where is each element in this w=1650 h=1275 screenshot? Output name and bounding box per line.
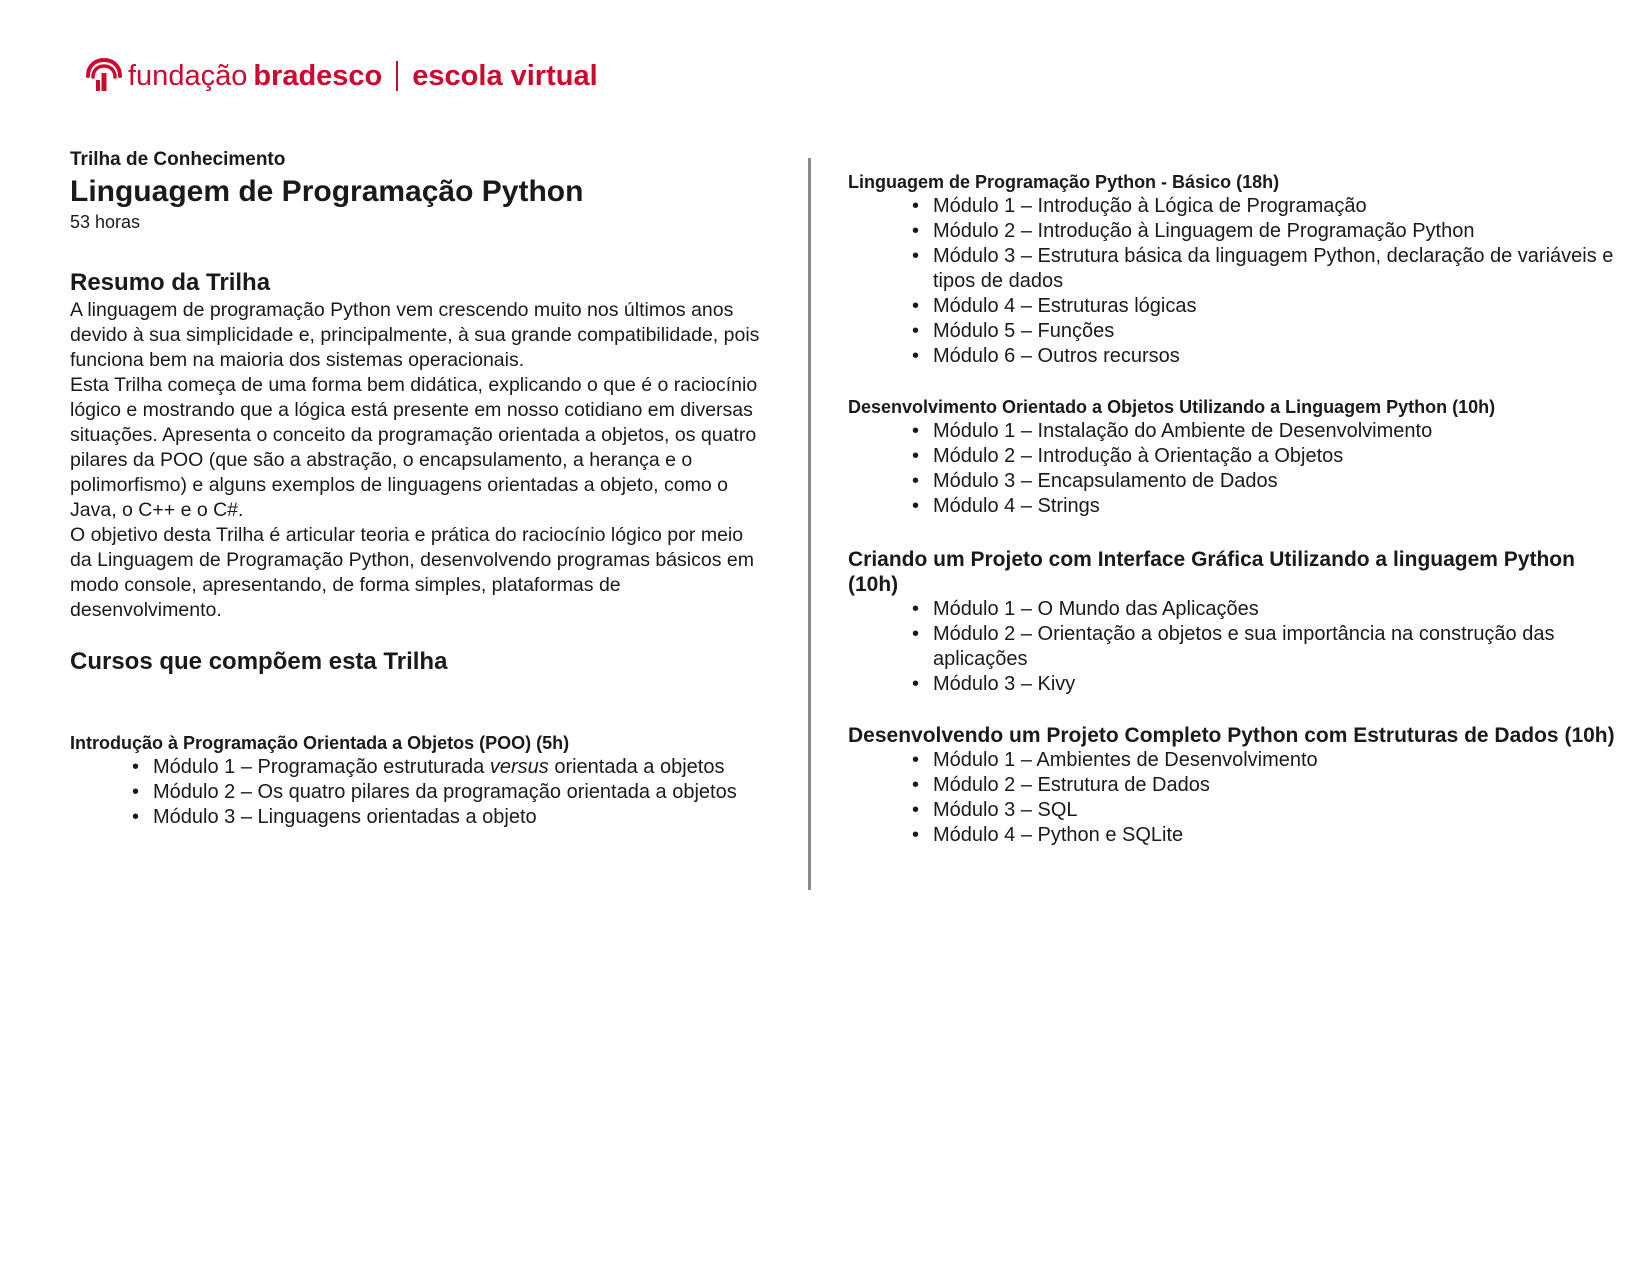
bullet-icon: • [912, 295, 920, 317]
module-text: Módulo 1 – Introdução à Lógica de Programação [933, 195, 1367, 217]
track-hours: 53 horas [70, 212, 141, 232]
bullet-icon: • [912, 195, 920, 217]
column-divider [808, 158, 811, 890]
bullet-icon: • [912, 245, 920, 267]
module-item [132, 780, 770, 805]
course-title: Linguagem de Programação Python - Básico (18h) [848, 172, 1280, 192]
module-text: Módulo 3 – Linguagens orientadas a objeto [153, 806, 537, 828]
module-item [912, 294, 1618, 319]
course-title: Desenvolvendo um Projeto Completo Python com Estruturas de Dados (10h) [848, 724, 1615, 747]
bullet-icon: • [912, 470, 920, 492]
module-text: Módulo 1 – Instalação do Ambiente de Desenvolvimento [933, 420, 1433, 442]
module-item [912, 823, 1618, 848]
module-text: Módulo 1 – Ambientes de Desenvolvimento [933, 749, 1318, 771]
module-text-italic: versus [489, 756, 549, 778]
module-text: Módulo 3 – Kivy [933, 673, 1076, 695]
module-text: Módulo 3 – SQL [933, 799, 1078, 821]
course-block [848, 723, 1618, 848]
course-title: Desenvolvimento Orientado a Objetos Utilizando a Linguagem Python (10h) [848, 397, 1496, 417]
module-item [912, 469, 1618, 494]
brand-name-light: fundação [128, 60, 248, 92]
bullet-icon: • [132, 781, 140, 803]
bullet-icon: • [912, 673, 920, 695]
bullet-icon: • [912, 345, 920, 367]
module-text: Módulo 4 – Strings [933, 495, 1100, 517]
module-list [848, 194, 1618, 369]
module-text: Módulo 6 – Outros recursos [933, 345, 1180, 367]
module-text: Módulo 5 – Funções [933, 320, 1115, 342]
brand-name-bold: bradesco [253, 60, 383, 92]
module-item [132, 755, 770, 780]
course-block [848, 395, 1618, 519]
module-item [912, 219, 1618, 244]
bullet-icon: • [912, 598, 920, 620]
right-column [848, 170, 1618, 848]
module-item [912, 597, 1618, 622]
bullet-icon: • [912, 445, 920, 467]
module-item [912, 244, 1618, 294]
bullet-icon: • [912, 749, 920, 771]
course-block [70, 731, 770, 830]
module-item [912, 622, 1618, 672]
brand-logo [84, 56, 598, 96]
module-item [912, 672, 1618, 697]
summary-paragraph: O objetivo desta Trilha é articular teoria e prática do raciocínio lógico por meio da Linguagem de Programação Python, desenvolvendo programas básicos em modo console, apresentando, de forma simples, plataformas de desenvolvimento. [70, 524, 754, 621]
bullet-icon: • [912, 774, 920, 796]
module-item [132, 805, 770, 830]
module-item [912, 419, 1618, 444]
module-item [912, 748, 1618, 773]
bullet-icon: • [912, 824, 920, 846]
bullet-icon: • [132, 756, 140, 778]
module-text: Módulo 3 – Estrutura básica da linguagem Python, declaração de variáveis e tipos de dados [933, 245, 1614, 292]
summary-heading: Resumo da Trilha [70, 269, 271, 296]
module-item [912, 444, 1618, 469]
module-list [848, 748, 1618, 848]
bullet-icon: • [132, 806, 140, 828]
module-item [912, 773, 1618, 798]
module-item [912, 344, 1618, 369]
left-column [70, 148, 770, 830]
bullet-icon: • [912, 495, 920, 517]
module-item [912, 194, 1618, 219]
module-text: Módulo 4 – Python e SQLite [933, 824, 1184, 846]
module-text: orientada a objetos [548, 756, 725, 778]
module-text: Módulo 1 – Programação estruturada [153, 756, 490, 778]
page-title: Linguagem de Programação Python [70, 175, 584, 208]
module-text: Módulo 1 – O Mundo das Aplicações [933, 598, 1259, 620]
module-text: Módulo 2 – Introdução à Orientação a Objetos [933, 445, 1344, 467]
module-text: Módulo 2 – Os quatro pilares da programação orientada a objetos [153, 781, 737, 803]
bullet-icon: • [912, 220, 920, 242]
bradesco-tree-logo-icon [84, 56, 124, 96]
module-text: Módulo 2 – Introdução à Linguagem de Programação Python [933, 220, 1475, 242]
summary-paragraph: Esta Trilha começa de uma forma bem didática, explicando o que é o raciocínio lógico e mostrando que a lógica está presente em nosso cotidiano em diversas situações. Apresenta o conceito da programação orientada a objetos, os quatro pilares da POO (que são a abstração, o encapsulamento, a herança e o polimorfismo) e alguns exemplos de linguagens orientadas a objeto, como o Java, o C++ e o C#. [70, 374, 758, 521]
brand-division: escola virtual [412, 60, 598, 92]
bullet-icon: • [912, 420, 920, 442]
module-text: Módulo 3 – Encapsulamento de Dados [933, 470, 1278, 492]
module-list [70, 755, 770, 830]
bullet-icon: • [912, 320, 920, 342]
module-item [912, 319, 1618, 344]
course-block [848, 547, 1618, 697]
module-item [912, 798, 1618, 823]
course-block [848, 170, 1618, 369]
module-item [912, 494, 1618, 519]
module-list [848, 597, 1618, 697]
track-kicker: Trilha de Conhecimento [70, 149, 286, 170]
module-list [848, 419, 1618, 519]
course-title: Introdução à Programação Orientada a Objetos (POO) (5h) [70, 733, 570, 753]
course-title: Criando um Projeto com Interface Gráfica Utilizando a linguagem Python (10h) [848, 548, 1575, 596]
bullet-icon: • [912, 623, 920, 645]
brand-separator [396, 61, 398, 91]
summary-paragraph: A linguagem de programação Python vem crescendo muito nos últimos anos devido à sua simplicidade e, principalmente, à sua grande compatibilidade, pois funciona bem na maioria dos sistemas operacionais. [70, 299, 760, 371]
module-text: Módulo 2 – Orientação a objetos e sua importância na construção das aplicações [933, 623, 1555, 670]
bullet-icon: • [912, 799, 920, 821]
module-text: Módulo 4 – Estruturas lógicas [933, 295, 1197, 317]
module-text: Módulo 2 – Estrutura de Dados [933, 774, 1210, 796]
courses-heading: Cursos que compõem esta Trilha [70, 648, 448, 675]
